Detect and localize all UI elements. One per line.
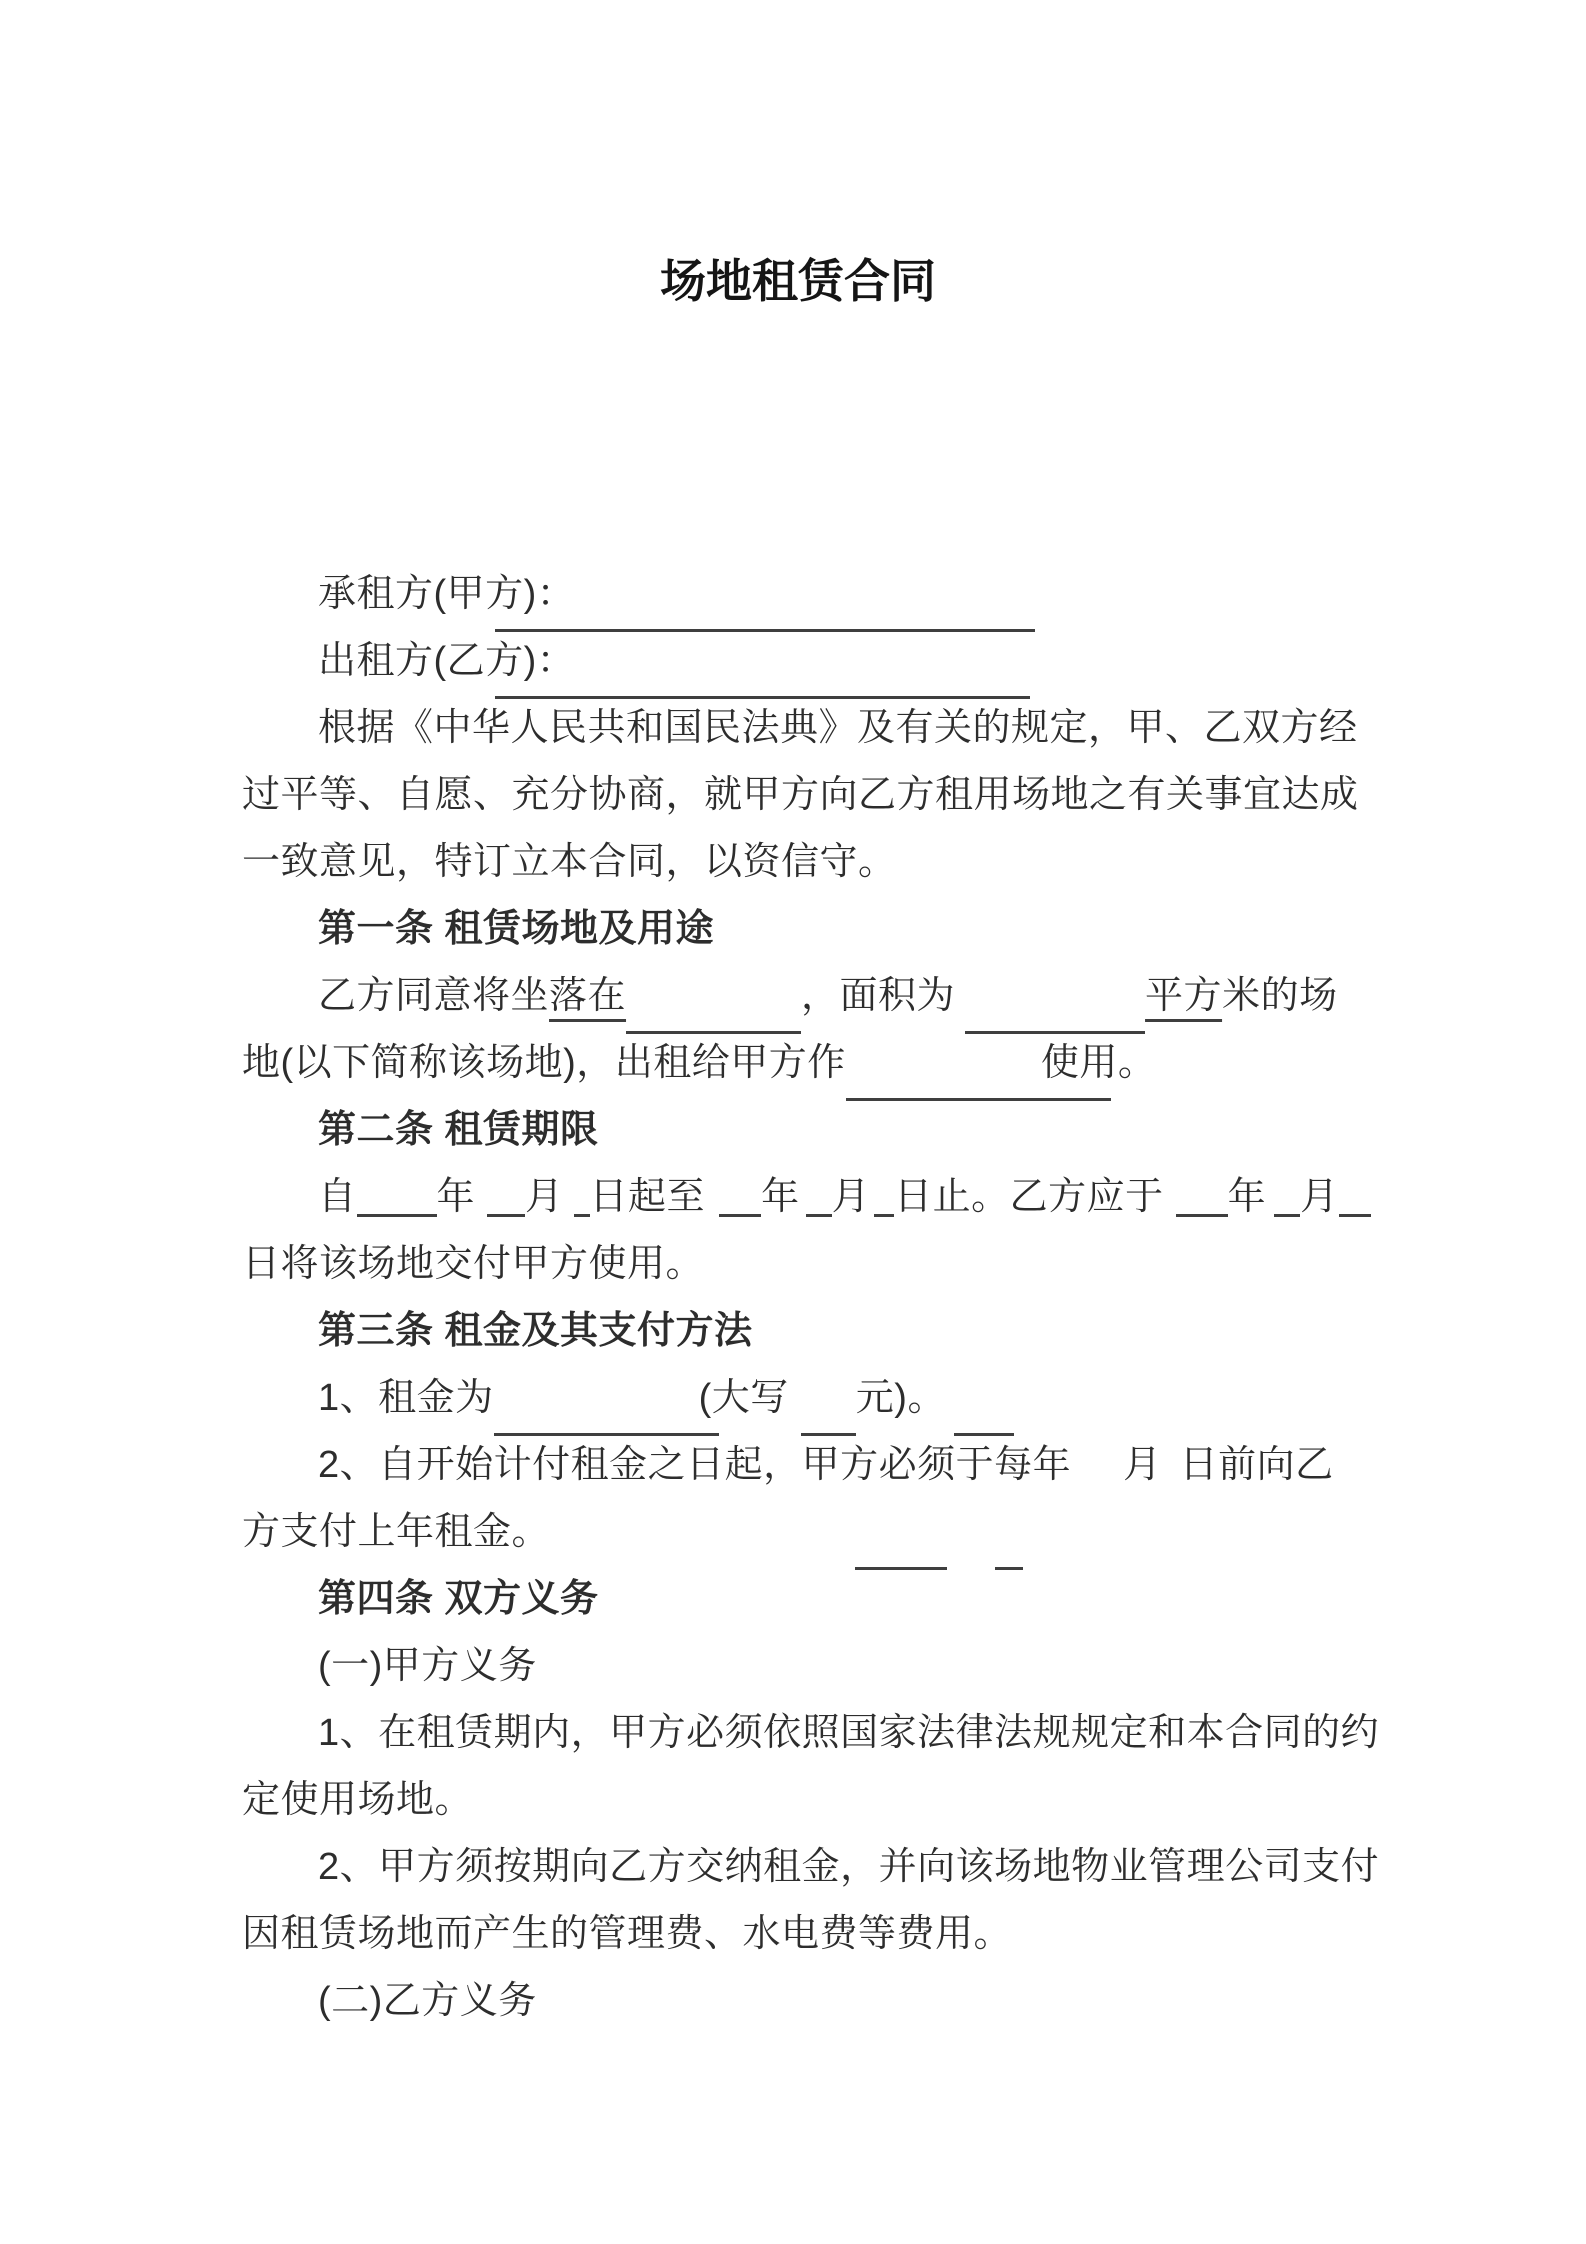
blank-fill-in-field[interactable] bbox=[995, 1565, 1023, 1570]
text-run: 年 bbox=[436, 1176, 476, 1218]
text-run: 1、租金为 bbox=[318, 1377, 494, 1419]
article-3-item-2-line-2 bbox=[242, 1499, 1354, 1566]
text-run: 月 bbox=[1300, 1176, 1339, 1218]
preamble-line-3 bbox=[242, 829, 1354, 896]
text-run: 出租方(乙方)： bbox=[318, 640, 576, 682]
party-a-duty-1-line-1 bbox=[242, 1700, 1380, 1767]
text-run: ，面积为 bbox=[801, 975, 956, 1017]
article-1-body-line-2 bbox=[242, 1030, 1354, 1097]
underlined-text-run: 平方 bbox=[1145, 975, 1223, 1017]
text-run: 一致意见，特订立本合同，以资信守。 bbox=[242, 841, 897, 883]
party-b-duties-heading bbox=[242, 1968, 1354, 2035]
blank-fill-in-field[interactable] bbox=[846, 1096, 1111, 1101]
text-run: (二)乙方义务 bbox=[318, 1980, 537, 2022]
text-run: 乙方同意将坐 bbox=[318, 975, 550, 1017]
preamble-line-1 bbox=[242, 695, 1358, 762]
text-run: 方支付上年租金。 bbox=[242, 1511, 551, 1553]
document-body bbox=[242, 561, 1380, 2035]
party-a-duty-2-line-2 bbox=[242, 1901, 1354, 1968]
article-2-body-line-2 bbox=[242, 1231, 1354, 1298]
text-run: 地(以下简称该场地)，出租给甲方作 bbox=[242, 1042, 846, 1084]
blank-fill-in-field[interactable] bbox=[357, 1212, 437, 1217]
text-run: 元)。 bbox=[855, 1377, 946, 1419]
text-run: 使用。 bbox=[1040, 1042, 1157, 1084]
article-3-heading bbox=[242, 1298, 1354, 1365]
document-content bbox=[242, 246, 1380, 2035]
text-run: 第二条 租赁期限 bbox=[318, 1109, 599, 1151]
article-2-body-line-1 bbox=[242, 1164, 1354, 1231]
blank-fill-in-field[interactable] bbox=[1339, 1212, 1371, 1217]
text-run: 年 bbox=[761, 1176, 800, 1218]
text-run: (大写 bbox=[698, 1377, 789, 1419]
article-2-heading bbox=[242, 1097, 1354, 1164]
text-run: 2、甲方须按期向乙方交纳租金，并向该场地物业管理公司支付 bbox=[318, 1846, 1380, 1888]
text-run: 第三条 租金及其支付方法 bbox=[318, 1310, 753, 1352]
blank-fill-in-field[interactable] bbox=[874, 1212, 894, 1217]
text-run: 第四条 双方义务 bbox=[318, 1578, 599, 1620]
text-run: 米的场 bbox=[1222, 975, 1338, 1017]
party-a-line bbox=[242, 561, 1354, 628]
document-title: 场地租赁合同 bbox=[660, 255, 936, 307]
blank-fill-in-field[interactable] bbox=[574, 1212, 590, 1217]
text-run: 自 bbox=[318, 1176, 357, 1218]
text-run: 月 bbox=[831, 1176, 871, 1218]
text-run: 月 bbox=[525, 1176, 564, 1218]
text-run: 日前向乙 bbox=[1179, 1444, 1334, 1486]
text-run: 2、自开始计付租金之日起，甲方必须于每年 bbox=[318, 1444, 1072, 1486]
preamble-line-2 bbox=[242, 762, 1359, 829]
underlined-text-run: 落在 bbox=[549, 975, 627, 1017]
text-run: 年 bbox=[1227, 1176, 1267, 1218]
blank-fill-in-field[interactable] bbox=[855, 1565, 947, 1570]
text-run: (一)甲方义务 bbox=[318, 1645, 537, 1687]
text-run: 日起至 bbox=[589, 1176, 706, 1218]
article-1-heading bbox=[242, 896, 1354, 963]
text-run: 日将该场地交付甲方使用。 bbox=[242, 1243, 705, 1285]
text-run: 定使用场地。 bbox=[242, 1779, 474, 1821]
text-run: 月 bbox=[1123, 1444, 1162, 1486]
article-1-body-line-1 bbox=[242, 963, 1354, 1030]
blank-fill-in-field[interactable] bbox=[719, 1212, 761, 1217]
party-a-duty-2-line-1 bbox=[242, 1834, 1380, 1901]
party-a-duties-heading bbox=[242, 1633, 1354, 1700]
text-run: 过平等、自愿、充分协商，就甲方向乙方租用场地之有关事宜达成 bbox=[242, 774, 1359, 816]
text-run: 根据《中华人民共和国民法典》及有关的规定，甲、乙双方经 bbox=[318, 707, 1358, 749]
article-3-item-1 bbox=[242, 1365, 1354, 1432]
article-4-heading bbox=[242, 1566, 1354, 1633]
party-a-duty-1-line-2 bbox=[242, 1767, 1354, 1834]
blank-fill-in-field[interactable] bbox=[1274, 1212, 1300, 1217]
text-run: 第一条 租赁场地及用途 bbox=[318, 908, 715, 950]
blank-fill-in-field[interactable] bbox=[806, 1212, 832, 1217]
text-run: 1、在租赁期内，甲方必须依照国家法律法规规定和本合同的约 bbox=[318, 1712, 1380, 1754]
text-run: 因租赁场地而产生的管理费、水电费等费用。 bbox=[242, 1913, 1013, 1955]
blank-fill-in-field[interactable] bbox=[487, 1212, 525, 1217]
blank-fill-in-field[interactable] bbox=[1176, 1212, 1228, 1217]
party-b-line bbox=[242, 628, 1354, 695]
text-run: 承租方(甲方)： bbox=[318, 573, 576, 615]
article-3-item-2-line-1 bbox=[242, 1432, 1354, 1499]
text-run: 日止。乙方应于 bbox=[894, 1176, 1164, 1218]
